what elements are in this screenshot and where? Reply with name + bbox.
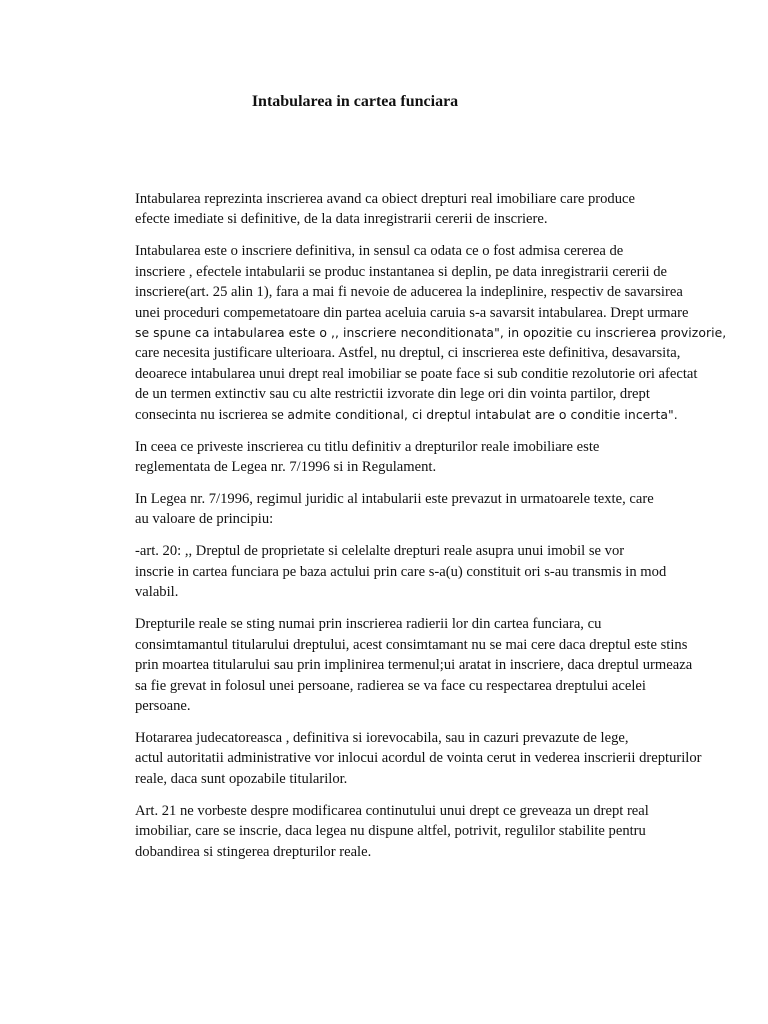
paragraph-2	[89, 241, 727, 425]
text-line: valabil.	[135, 584, 179, 601]
text-line: Intabularea este o inscriere definitiva, in sensul ca odata ce o fost admisa cererea de	[135, 243, 624, 260]
text-line: deoarece intabularea unui drept real imobiliar se poate face si sub conditie rezolutorie ori afectat	[135, 365, 698, 382]
text-line: reale, daca sunt opozabile titularilor.	[135, 770, 348, 787]
paragraph-5	[89, 541, 669, 602]
text-line: care necesita justificare ulterioara. Astfel, nu dreptul, ci inscrierea este definitiva, desavarsita,	[135, 345, 681, 362]
text-line: -art. 20: ,, Dreptul de proprietate si celelalte drepturi reale asupra unui imobil se vor	[135, 543, 625, 560]
text-line: Drepturile reale se sting numai prin inscrierea radierii lor din cartea funciara, cu	[135, 616, 602, 633]
text-segment: consecinta nu iscrierea se	[135, 406, 288, 423]
text-line: inscrie in cartea funciara pe baza actului prin care s-a(u) constituit ori s-au transmis in mod	[135, 563, 667, 580]
text-line: inscriere , efectele intabularii se produc instantanea si deplin, pe data inregistrarii cererii de	[135, 263, 668, 280]
text-line: Art. 21 ne vorbeste despre modificarea continutului unui drept ce greveaza un drept real	[135, 802, 649, 819]
text-line: efecte imediate si definitive, de la data inregistrarii cererii de inscriere.	[135, 211, 548, 228]
text-segment: admite conditional, ci dreptul intabulat are o conditie incerta".	[287, 406, 678, 422]
text-line: actul autoritatii administrative vor inlocui acordul de vointa cerut in vederea inscrierii drepturilor	[135, 750, 702, 767]
paragraph-6	[89, 614, 693, 716]
text-line: au valoare de principiu:	[135, 511, 274, 528]
paragraph-8	[89, 801, 669, 862]
text-line: persoane.	[135, 697, 191, 714]
text-line: unei proceduri compemetatoare din partea aceluia caruia s-a savarsit intabularea. Drept urmare	[135, 304, 689, 321]
text-line: In Legea nr. 7/1996, regimul juridic al intabularii este prevazut in urmatoarele texte, care	[135, 491, 654, 508]
text-line: dobandirea si stingerea drepturilor reale.	[135, 843, 372, 860]
text-line: Intabularea reprezinta inscrierea avand ca obiect drepturi real imobiliare care produce	[135, 191, 635, 207]
paragraph-3	[89, 437, 669, 478]
paragraph-4	[89, 489, 669, 530]
text-line: Hotararea judecatoreasca , definitiva si iorevocabila, sau in cazuri prevazute de lege,	[135, 729, 629, 746]
text-line: consimtamantul titularului dreptului, acest consimtamant nu se mai cere daca dreptul este stins	[135, 636, 688, 653]
paragraph-1	[89, 189, 669, 230]
text-line: se spune ca intabularea este o ,, inscriere neconditionata", in opozitie cu inscrierea provizorie,	[135, 325, 727, 341]
text-line: imobiliar, care se inscrie, daca legea nu dispune altfel, potrivit, regulilor stabilite pentru	[135, 823, 646, 840]
text-line: inscriere(art. 25 alin 1), fara a mai fi nevoie de aducerea la indeplinire, respectiv de savarsirea	[135, 284, 683, 301]
text-line: In ceea ce priveste inscrierea cu titlu definitiv a drepturilor reale imobiliare este	[135, 438, 600, 455]
text-line: reglementata de Legea nr. 7/1996 si in Regulament.	[135, 459, 437, 476]
paragraph-7	[89, 728, 702, 789]
text-line: sa fie grevat in folosul unei persoane, radierea se va face cu respectarea dreptului acelei	[135, 677, 646, 694]
text-line: prin moartea titularului sau prin implinirea termenul;ui aratat in inscriere, daca dreptul urmeaza	[135, 657, 693, 674]
text-line: de un termen extinctiv sau cu alte restrictii izvorate din lege ori din vointa partilor, drept	[135, 386, 650, 403]
page-title: Intabularea in cartea funciara	[251, 93, 459, 110]
text-line-mixed	[89, 405, 678, 425]
document-body	[89, 189, 727, 874]
